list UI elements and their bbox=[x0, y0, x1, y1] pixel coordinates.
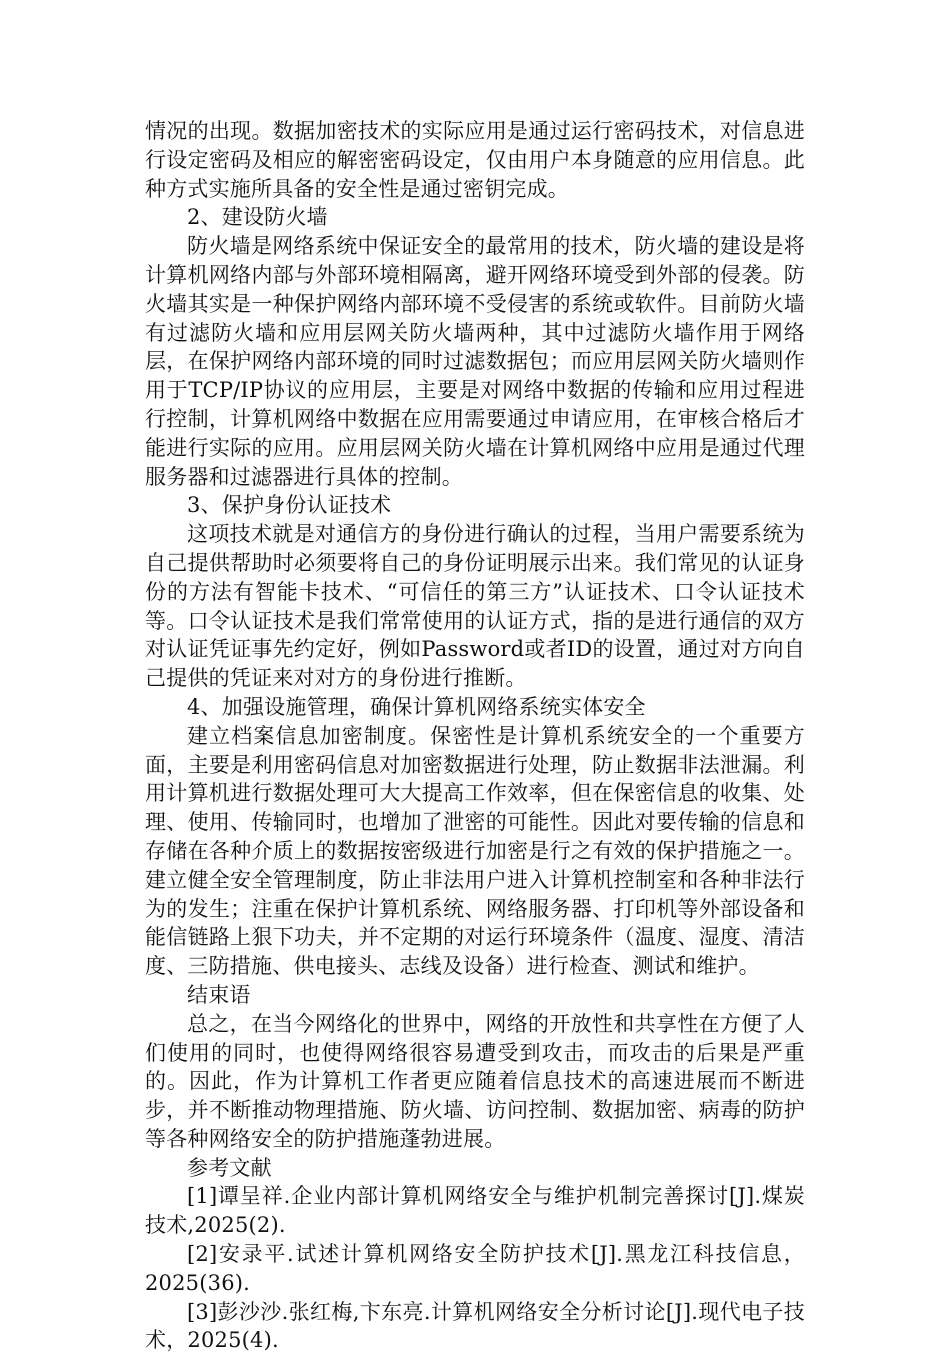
heading-authentication: 3、保护身份认证技术 bbox=[187, 493, 392, 518]
paragraph-authentication: 这项技术就是对通信方的身份进行确认的过程，当用户需要系统为自己提供帮助时必须要将自己的身份证明展示出来。我们常见的认证身份的方法有智能卡技术、“可信任的第三方”认证技术、口令认证技术等。口令认证技术是我们常常使用的认证方式，指的是进行通信的双方对认证凭证事先约定好，例如Password或者ID的设置，通过对方向自己提供的凭证来对对方的身份进行推断。 bbox=[145, 522, 805, 691]
paragraph-conclusion: 总之，在当今网络化的世界中，网络的开放性和共享性在方便了人们使用的同时，也使得网络很容易遭受到攻击，而攻击的后果是严重的。因此，作为计算机工作者更应随着信息技术的高速进展而不断进步，并不断推动物理措施、防火墙、访问控制、数据加密、病毒的防护等各种网络安全的防护措施蓬勃进展。 bbox=[145, 1011, 805, 1151]
reference-item-2: [2]安录平.试述计算机网络安全防护技术[J].黑龙江科技信息，2025(36). bbox=[145, 1242, 805, 1295]
heading-facility-management: 4、加强设施管理，确保计算机网络系统实体安全 bbox=[187, 694, 646, 719]
paragraph-encryption-end: 情况的出现。数据加密技术的实际应用是通过运行密码技术，对信息进行设定密码及相应的解密密码设定，仅由用户本身随意的应用信息。此种方式实施所具备的安全性是通过密钥完成。 bbox=[145, 119, 805, 201]
paragraph-facility-management: 建立档案信息加密制度。保密性是计算机系统安全的一个重要方面，主要是利用密码信息对加密数据进行处理，防止数据非法泄漏。利用计算机进行数据处理可大大提高工作效率，但在保密信息的收集、处理、使用、传输同时，也增加了泄密的可能性。因此对要传输的信息和存储在各种介质上的数据按密级进行加密是行之有效的保护措施之一。建立健全安全管理制度，防止非法用户进入计算机控制室和各种非法行为的发生；注重在保护计算机系统、网络服务器、打印机等外部设备和能信链路上狠下功夫，并不定期的对运行环境条件（温度、湿度、清洁度、三防措施、供电接头、志线及设备）进行检查、测试和维护。 bbox=[145, 723, 805, 979]
reference-item-3: [3]彭沙沙.张红梅,卞东亮.计算机网络安全分析讨论[J].现代电子技术，2025(4). bbox=[145, 1299, 805, 1353]
heading-references: 参考文献 bbox=[187, 1155, 272, 1180]
reference-item-1: [1]谭呈祥.企业内部计算机网络安全与维护机制完善探讨[J].煤炭技术,2025(2). bbox=[145, 1184, 805, 1238]
heading-conclusion: 结束语 bbox=[187, 982, 251, 1007]
heading-firewall: 2、建设防火墙 bbox=[187, 205, 328, 230]
document-page bbox=[145, 117, 805, 1355]
paragraph-firewall: 防火墙是网络系统中保证安全的最常用的技术，防火墙的建设是将计算机网络内部与外部环境相隔离，避开网络环境受到外部的侵袭。防火墙其实是一种保护网络内部环境不受侵害的系统或软件。目前防火墙有过滤防火墙和应用层网关防火墙两种，其中过滤防火墙作用于网络层，在保护网络内部环境的同时过滤数据包；而应用层网关防火墙则作用于TCP/IP协议的应用层，主要是对网络中数据的传输和应用过程进行控制，计算机网络中数据在应用需要通过申请应用，在审核合格后才能进行实际的应用。应用层网关防火墙在计算机网络中应用是通过代理服务器和过滤器进行具体的控制。 bbox=[145, 234, 805, 489]
